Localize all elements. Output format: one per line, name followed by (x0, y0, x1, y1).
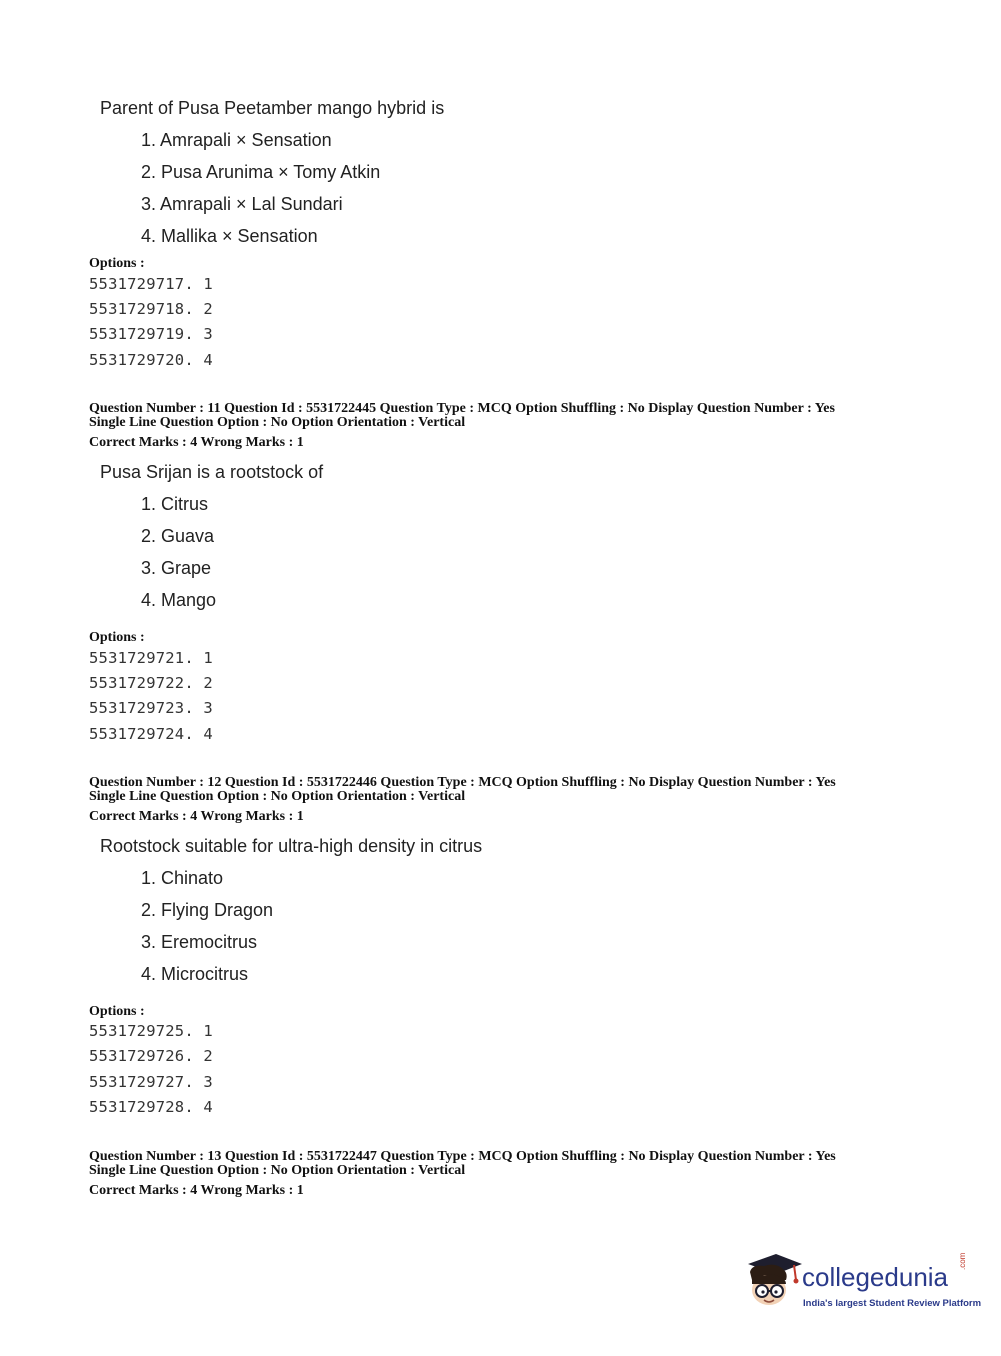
option-id: 5531729723. 3 (89, 699, 213, 717)
question-meta: Question Number : 13 Question Id : 5531722447 Question Type : MCQ Option Shuffling : No Display Question Number : Yes (89, 1149, 836, 1164)
marks-info: Correct Marks : 4 Wrong Marks : 1 (89, 435, 304, 450)
marks-info: Correct Marks : 4 Wrong Marks : 1 (89, 1183, 304, 1198)
answer-choice: 4. Microcitrus (141, 964, 249, 984)
options-label: Options : (89, 1004, 145, 1019)
question-meta: Question Number : 12 Question Id : 5531722446 Question Type : MCQ Option Shuffling : No Display Question Number : Yes (89, 775, 836, 790)
answer-choice: 4. Mango (141, 590, 217, 610)
option-id: 5531729722. 2 (89, 674, 213, 692)
options-label: Options : (89, 256, 145, 271)
answer-choice: 3. Eremocitrus (141, 932, 258, 952)
answer-choice: 2. Flying Dragon (141, 900, 274, 920)
answer-choice: 3. Amrapali × Lal Sundari (141, 194, 343, 214)
answer-choice: 2. Pusa Arunima × Tomy Atkin (141, 162, 381, 182)
option-id: 5531729726. 2 (89, 1047, 213, 1065)
answer-choice: 1. Amrapali × Sensation (141, 130, 332, 150)
answer-choice: 1. Chinato (141, 868, 224, 888)
option-id: 5531729727. 3 (89, 1073, 213, 1091)
answer-choice: 1. Citrus (141, 494, 209, 514)
option-id: 5531729724. 4 (89, 725, 213, 743)
collegedunia-logo (742, 1248, 982, 1320)
question-text: Parent of Pusa Peetamber mango hybrid is (100, 98, 445, 118)
question-meta: Single Line Question Option : No Option Orientation : Vertical (89, 1163, 466, 1178)
logo-tagline: India's largest Student Review Platform (803, 1298, 982, 1309)
student-mascot-icon (742, 1250, 804, 1312)
answer-choice: 4. Mallika × Sensation (141, 226, 318, 246)
option-id: 5531729717. 1 (89, 275, 213, 293)
option-id: 5531729718. 2 (89, 300, 213, 318)
option-id: 5531729721. 1 (89, 649, 213, 667)
marks-info: Correct Marks : 4 Wrong Marks : 1 (89, 809, 304, 824)
option-id: 5531729728. 4 (89, 1098, 213, 1116)
question-meta: Question Number : 11 Question Id : 5531722445 Question Type : MCQ Option Shuffling : No Display Question Number : Yes (89, 401, 835, 416)
answer-choice: 2. Guava (141, 526, 215, 546)
answer-choice: 3. Grape (141, 558, 212, 578)
logo-domain-suffix: .com (958, 1252, 967, 1270)
option-id: 5531729725. 1 (89, 1022, 213, 1040)
question-meta: Single Line Question Option : No Option Orientation : Vertical (89, 415, 466, 430)
logo-wordmark: collegedunia (802, 1262, 949, 1292)
option-id: 5531729720. 4 (89, 351, 213, 369)
question-text: Pusa Srijan is a rootstock of (100, 462, 324, 482)
option-id: 5531729719. 3 (89, 325, 213, 343)
options-label: Options : (89, 630, 145, 645)
question-text: Rootstock suitable for ultra-high density in citrus (100, 836, 483, 856)
question-meta: Single Line Question Option : No Option Orientation : Vertical (89, 789, 466, 804)
